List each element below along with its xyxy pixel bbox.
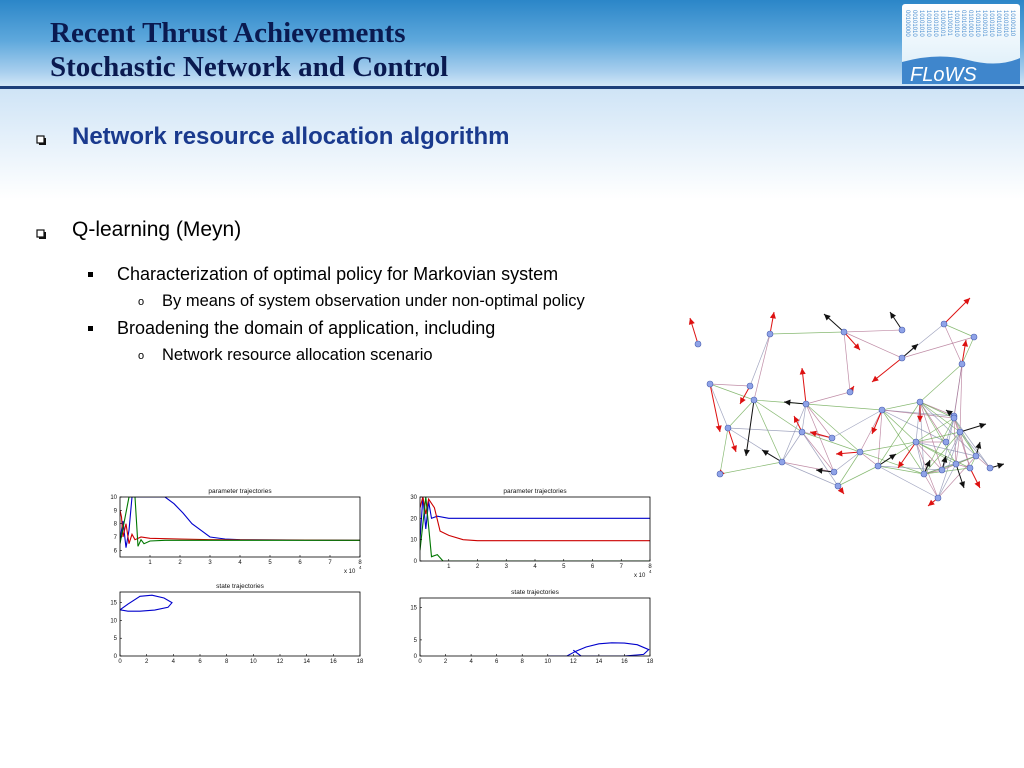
x-tick-label: 6: [590, 564, 595, 570]
x-tick-label: 4: [238, 560, 242, 566]
x-tick-label: 8: [648, 564, 652, 570]
network-node: [917, 399, 923, 405]
network-edge: [838, 452, 860, 486]
x-axis-multiplier: x 10: [634, 573, 646, 579]
chart-title: parameter trajectories: [503, 488, 567, 495]
sub-sub-bullet-observation: By means of system observation under non-optimal policy: [162, 292, 585, 310]
state-trajectories-plot-right: [400, 578, 660, 670]
chart-title: state trajectories: [511, 589, 559, 596]
plot-frame: [120, 497, 360, 557]
network-node: [725, 425, 731, 431]
logo-binary-digits: 11100101: [946, 10, 952, 36]
network-arrowhead-icon: [836, 450, 843, 456]
logo-binary-digits: 01010010: [960, 10, 966, 37]
x-tick-label: 7: [619, 564, 623, 570]
network-arrowhead-icon: [800, 368, 806, 375]
x-tick-label: 2: [475, 564, 480, 570]
x-tick-label: 16: [329, 659, 337, 665]
x-tick-label: 4: [171, 659, 176, 665]
network-node: [899, 327, 905, 333]
x-tick-label: 10: [544, 659, 552, 665]
bullet-small-square-icon: [88, 272, 93, 277]
x-axis-multiplier: x 10: [344, 569, 356, 575]
network-arrowhead-icon: [770, 312, 776, 319]
series-line-0: [120, 595, 172, 611]
network-edge: [834, 452, 860, 472]
network-node: [779, 459, 785, 465]
network-arrowhead-icon: [689, 318, 695, 325]
logo-binary-digits: 10101010: [932, 10, 938, 37]
x-tick-label: 10: [249, 659, 257, 665]
network-node: [799, 429, 805, 435]
network-arrowhead-icon: [928, 500, 935, 506]
network-graph-diagram: [684, 292, 1004, 522]
network-edge: [944, 324, 962, 364]
x-axis-exponent: 4: [359, 565, 362, 570]
network-edge: [806, 392, 850, 404]
x-tick-label: 6: [298, 560, 302, 566]
series-line-0: [548, 643, 649, 656]
network-node: [695, 341, 701, 347]
logo-binary-digits: 10101010: [974, 10, 980, 37]
y-tick-label: 6: [113, 548, 117, 555]
network-edge: [882, 402, 920, 410]
x-tick-label: 5: [562, 564, 566, 570]
y-tick-label: 5: [413, 637, 417, 644]
y-tick-label: 0: [413, 654, 417, 660]
y-tick-label: 0: [413, 559, 417, 565]
plot-frame: [420, 497, 650, 561]
x-tick-label: 2: [443, 659, 448, 665]
title-line-1: Recent Thrust Achievements: [50, 17, 406, 49]
slide-title: [50, 16, 448, 84]
network-node: [913, 439, 919, 445]
network-edge: [944, 324, 974, 337]
network-arrowhead-icon: [716, 425, 722, 432]
network-node: [943, 439, 949, 445]
y-tick-label: 8: [113, 521, 117, 528]
logo-binary-digits: 10100101: [939, 10, 945, 37]
x-tick-label: 2: [144, 659, 149, 665]
network-node: [857, 449, 863, 455]
network-arrow-shaft: [710, 384, 720, 432]
network-edge: [844, 332, 902, 358]
network-edge: [806, 404, 882, 410]
network-arrowhead-icon: [889, 454, 896, 460]
x-tick-label: 0: [418, 659, 422, 665]
x-tick-label: 16: [621, 659, 628, 665]
x-tick-label: 4: [533, 564, 537, 570]
network-edge: [720, 462, 782, 474]
network-arrowhead-icon: [784, 400, 791, 406]
x-tick-label: 5: [268, 560, 272, 566]
network-arrowhead-icon: [997, 463, 1004, 469]
y-tick-label: 5: [113, 636, 117, 643]
logo-binary-digits: 10101010: [953, 10, 959, 37]
network-node: [803, 401, 809, 407]
network-node: [941, 321, 947, 327]
network-arrowhead-icon: [979, 423, 986, 429]
sub-sub-bullet-scenario: Network resource allocation scenario: [162, 346, 433, 364]
chart-title: state trajectories: [216, 583, 264, 590]
x-tick-label: 8: [358, 560, 362, 566]
bullet-circle-icon: o: [138, 350, 145, 362]
logo-binary-digits: 10100101: [981, 10, 987, 37]
y-tick-label: 15: [110, 600, 117, 607]
x-axis-exponent: 4: [649, 569, 652, 574]
flows-logo: [898, 2, 1022, 86]
x-tick-label: 6: [198, 659, 202, 665]
bullet-small-square-icon: [88, 326, 93, 331]
bullet-circle-icon: o: [138, 296, 145, 308]
logo-text: FLoWS: [910, 64, 977, 86]
logo-binary-digits: 10101010: [918, 10, 924, 37]
network-node: [879, 407, 885, 413]
x-tick-label: 3: [504, 564, 508, 570]
logo-binary-digits: 10010101: [995, 10, 1001, 37]
network-edge: [782, 462, 834, 472]
network-arrowhead-icon: [959, 481, 965, 488]
network-node: [875, 463, 881, 469]
network-arrowhead-icon: [890, 312, 896, 319]
network-node: [951, 415, 957, 421]
network-edge: [806, 404, 832, 438]
network-arrowhead-icon: [975, 442, 981, 449]
bullet-square-icon: [36, 229, 48, 241]
network-node: [841, 329, 847, 335]
network-edge: [728, 428, 802, 432]
logo-binary-digits: 10101010: [1002, 10, 1008, 37]
network-node: [767, 331, 773, 337]
y-tick-label: 10: [410, 537, 417, 544]
network-node: [747, 383, 753, 389]
logo-binary-digits: 10101010: [988, 10, 994, 37]
network-node: [717, 471, 723, 477]
network-arrowhead-icon: [731, 445, 737, 452]
network-node: [971, 334, 977, 340]
plot-frame: [120, 592, 360, 656]
x-tick-label: 1: [447, 564, 451, 570]
network-edge: [882, 410, 916, 442]
network-edge: [806, 404, 860, 452]
network-node: [939, 467, 945, 473]
network-node: [967, 465, 973, 471]
network-node: [847, 389, 853, 395]
x-tick-label: 0: [118, 659, 122, 665]
bullet-square-icon: [36, 135, 48, 147]
x-tick-label: 12: [276, 659, 284, 665]
network-edge: [924, 468, 970, 474]
x-tick-label: 8: [224, 659, 229, 665]
network-edge: [844, 332, 850, 392]
network-node: [751, 397, 757, 403]
network-node: [957, 429, 963, 435]
logo-binary-digits: 00101010: [911, 10, 917, 37]
network-edge: [782, 432, 802, 462]
sub-bullet-characterization: Characterization of optimal policy for Markovian system: [117, 264, 559, 284]
network-edge: [710, 384, 750, 386]
network-node: [973, 453, 979, 459]
x-tick-label: 8: [520, 659, 524, 665]
network-arrowhead-icon: [872, 376, 879, 382]
network-edge: [844, 330, 902, 332]
x-tick-label: 7: [328, 560, 332, 566]
network-edge: [920, 364, 962, 402]
series-line-0: [420, 497, 650, 540]
y-tick-label: 30: [410, 495, 417, 501]
network-node: [953, 461, 959, 467]
x-tick-label: 2: [178, 560, 182, 566]
logo-binary-digits: 10100110: [1009, 10, 1015, 37]
network-node: [707, 381, 713, 387]
network-edge: [720, 428, 728, 474]
network-node: [899, 355, 905, 361]
y-tick-label: 10: [110, 618, 117, 625]
x-tick-label: 14: [595, 659, 603, 665]
network-node: [831, 469, 837, 475]
network-node: [987, 465, 993, 471]
x-tick-label: 14: [303, 659, 311, 665]
network-arrowhead-icon: [962, 340, 968, 347]
network-edge: [916, 442, 970, 468]
logo-binary-digits: 01010010: [967, 10, 973, 37]
logo-binary-digits: 10101010: [925, 10, 931, 37]
network-arrow-shaft: [746, 400, 754, 456]
y-tick-label: 20: [410, 516, 417, 523]
series-line-1: [120, 510, 360, 543]
network-edge: [754, 334, 770, 400]
title-line-2: Stochastic Network and Control: [50, 51, 449, 83]
y-tick-label: 15: [410, 605, 417, 612]
series-line-2: [420, 497, 650, 561]
parameter-trajectories-plot-left: [100, 485, 370, 585]
network-edge: [916, 402, 920, 442]
network-node: [921, 471, 927, 477]
parameter-trajectories-plot-right: [400, 485, 660, 585]
y-tick-label: 9: [113, 508, 117, 515]
network-node: [935, 495, 941, 501]
network-edge: [750, 334, 770, 386]
y-tick-label: 7: [113, 535, 117, 541]
sub-bullet-broadening: Broadening the domain of application, including: [117, 318, 496, 338]
x-tick-label: 6: [494, 659, 499, 665]
chart-title: parameter trajectories: [208, 488, 272, 495]
network-edge: [770, 332, 844, 334]
state-trajectories-plot-left: [100, 578, 370, 670]
network-node: [829, 435, 835, 441]
y-tick-label: 10: [110, 495, 117, 501]
network-edge: [838, 466, 878, 486]
network-edge: [860, 452, 878, 466]
network-arrowhead-icon: [941, 456, 947, 463]
network-node: [835, 483, 841, 489]
logo-binary-digits: 00100000: [904, 10, 910, 37]
x-tick-label: 1: [148, 560, 152, 566]
network-edge: [710, 384, 728, 428]
network-node: [959, 361, 965, 367]
bullet-q-learning: Q-learning (Meyn): [72, 218, 242, 241]
x-tick-label: 12: [569, 659, 577, 665]
bullet-network-resource: Network resource allocation algorithm: [72, 123, 510, 150]
y-tick-label: 0: [113, 654, 117, 660]
network-arrowhead-icon: [744, 449, 750, 456]
x-tick-label: 4: [469, 659, 473, 665]
x-tick-label: 18: [356, 659, 364, 665]
x-tick-label: 18: [646, 659, 654, 665]
plot-frame: [420, 598, 650, 656]
x-tick-label: 3: [208, 560, 212, 566]
